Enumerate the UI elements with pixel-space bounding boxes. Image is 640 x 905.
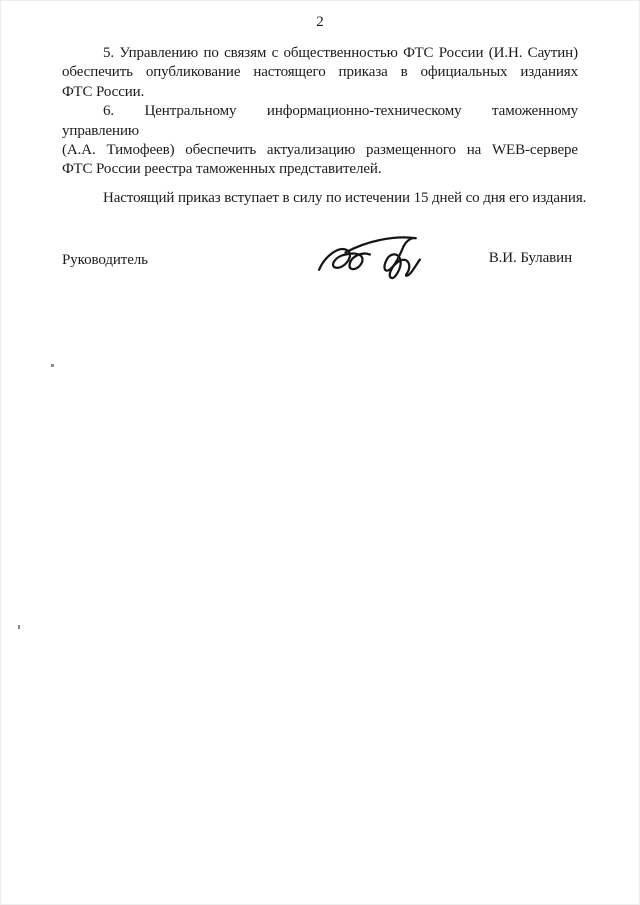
signatory-title: Руководитель <box>62 252 148 269</box>
document-body <box>62 44 587 288</box>
handwritten-signature-icon <box>317 224 429 282</box>
signature-row <box>62 224 578 288</box>
scan-artifact-speck <box>51 364 54 367</box>
paragraph-6 <box>62 102 578 180</box>
paragraph-line: ФТС России реестра таможенных представителей. <box>62 161 382 178</box>
paragraph-line: обеспечить опубликование настоящего приказа в официальных изданиях <box>62 64 578 81</box>
paragraph-5 <box>62 44 578 102</box>
scan-artifact-speck <box>18 625 20 629</box>
paragraph-line: ФТС России. <box>62 83 145 100</box>
page-number: 2 <box>316 14 324 30</box>
signatory-name: В.И. Булавин <box>488 250 572 267</box>
effective-date-sentence: Настоящий приказ вступает в силу по истечении 15 дней со дня его издания. <box>103 189 587 206</box>
paragraph-line: (А.А. Тимофеев) обеспечить актуализацию размещенного на WEB-сервере <box>62 142 578 159</box>
paragraph-line: 5. Управлению по связям с общественностью ФТС России (И.Н. Саутин) <box>103 45 578 61</box>
paragraph-line: 6. Центральному информационно-техническому таможенному управлению <box>62 103 578 139</box>
